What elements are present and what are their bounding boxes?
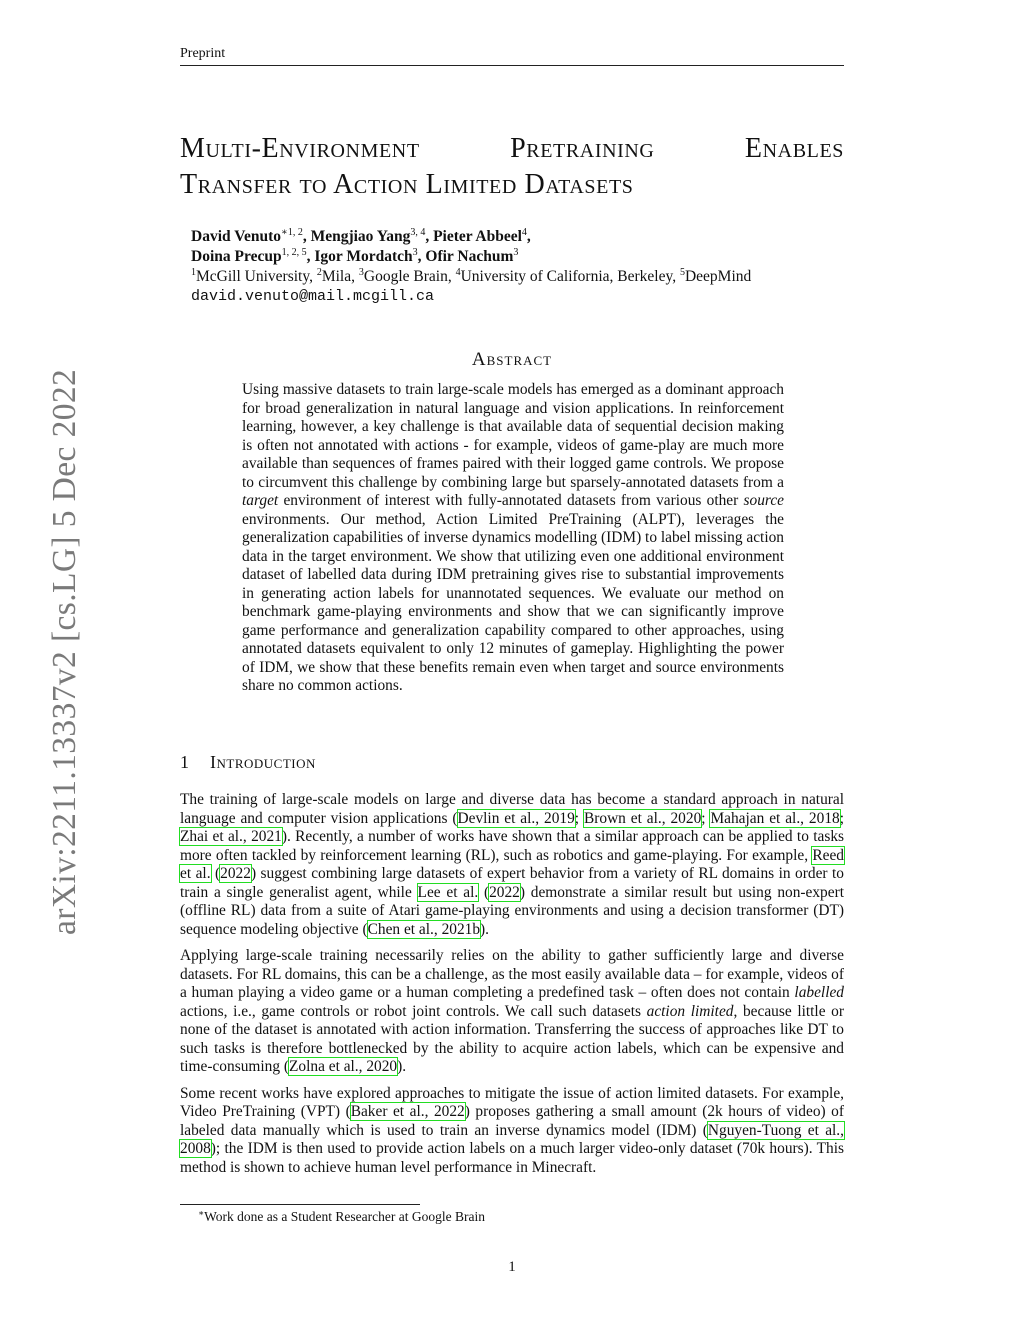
affiliation: Mila	[321, 268, 352, 285]
page-number: 1	[508, 1259, 516, 1275]
affiliation: DeepMind	[684, 268, 752, 285]
author-email[interactable]: david.venuto@mail.mcgill.ca	[191, 288, 435, 305]
citation-link[interactable]: Chen et al., 2021b	[367, 920, 481, 938]
intro-paragraph-2	[180, 947, 844, 1077]
citation-link[interactable]: Reed et al.	[180, 846, 844, 882]
citation-link[interactable]: Brown et al., 2020	[583, 809, 702, 827]
intro-paragraph-3	[180, 1085, 844, 1178]
footnote	[198, 1208, 838, 1225]
section-number: 1	[180, 752, 190, 772]
abstract-emphasis: source	[743, 492, 784, 509]
footnote-text: Work done as a Student Researcher at Google Brain	[204, 1209, 485, 1224]
paragraph-text: ); the IDM is then used to provide action labels on a much larger video-only dataset (70k hours). This method is shown to achieve human level performance in Minecraft.	[180, 1140, 844, 1176]
abstract-body	[242, 381, 784, 696]
paragraph-text: ;	[839, 809, 844, 827]
affiliations: $^1$McGill University, $^2$Mila, $^3$Google Brain, $^4$University of California, Berkeley, $^5$DeepMind	[191, 267, 752, 285]
paragraph-text: ) demonstrate a similar result but using non-expert (offline RL) data from a suite of Atari game-playing environments and using a decision transformer (DT) sequence modeling objective (	[180, 883, 844, 938]
abstract-heading: Abstract	[471, 349, 553, 370]
paragraph-emphasis: action limited	[646, 1002, 734, 1020]
author-name: Mengjiao Yang	[310, 228, 411, 245]
running-head-text: Preprint	[180, 46, 226, 61]
affil-mark: 1	[191, 267, 196, 278]
paragraph-text: ;	[574, 809, 584, 827]
affil-mark: 2	[316, 267, 322, 278]
author-name: David Venuto	[191, 228, 282, 245]
paragraph-text: (	[210, 865, 221, 882]
paragraph-text: ).	[397, 1058, 407, 1075]
paragraph-text: The training of large-scale models on large and diverse data has become a standard approach in natural language and computer vision applications (	[180, 791, 844, 827]
citation-link[interactable]: Lee et al.	[417, 883, 479, 901]
author-affil-mark: 3, 4	[410, 227, 426, 238]
author-affil-mark: 3	[412, 247, 418, 258]
citation-link[interactable]: 2022	[489, 883, 520, 901]
abstract-text: Using massive datasets to train large-scale models has emerged as a dominant approach for broad generalization in natural language and vision applications. In reinforcement learning, however, a key challenge is that available data of sequential decision making is often not annotated with actions - for example, videos of game-play are much more available than sequences of frames paired with their logged game controls. We propose to circumvent this challenge by combining large but sparsely-annotated datasets from a	[242, 381, 784, 491]
author-name: Ofir Nachum	[425, 248, 514, 265]
title-word-3: Enables	[744, 133, 844, 164]
paragraph-text: ) suggest combining large datasets of expert behavior from a variety of RL domains in order to train a single generalist agent, while	[180, 865, 844, 901]
citation-link[interactable]: Baker et al., 2022	[350, 1103, 465, 1120]
paragraph-text: , because little or none of the dataset is annotated with action information. Transferring the success of approaches like DT to such tasks is therefore bottlenecked by the ability to acquire action labels, which can be expensive and time-consuming (	[180, 1002, 844, 1075]
running-header	[180, 46, 844, 66]
abstract-text: environments. Our method, Action Limited PreTraining (ALPT), leverages the generalization capabilities of inverse dynamics modelling (IDM) to label missing action data in the target environment. We show that utilizing even one additional environment dataset of labelled data during IDM pretraining gives rise to substantial improvements in generating action labels for unannotated sequences. We evaluate our method on benchmark game-playing environments and show that we can significantly improve game performance and generalization capability compared to other approaches, using annotated datasets equivalent to only 12 minutes of gameplay. Highlighting the power of IDM, we show that these benefits remain even when target and source environments share no common actions.	[242, 510, 784, 694]
paragraph-text: Some recent works have explored approaches to mitigate the issue of action limited datasets. For example, Video PreTraining (VPT) (	[180, 1084, 844, 1120]
affiliation: Google Brain	[363, 268, 448, 285]
citation-link[interactable]: Zolna et al., 2020	[289, 1058, 398, 1075]
footnote-divider	[180, 1204, 420, 1205]
affiliation: McGill University	[196, 268, 310, 285]
paragraph-text: actions, i.e., game controls or robot joint controls. We call such datasets	[180, 1002, 647, 1020]
author-line-1: David Venuto$^{∗1, 2}$, Mengjiao Yang$^{3, 4}$, Pieter Abbeel$^4$,	[191, 227, 531, 245]
citation-link[interactable]: Nguyen-Tuong et al., 2008	[180, 1121, 844, 1157]
intro-paragraph-1	[180, 791, 844, 939]
author-affil-mark: 4	[521, 227, 527, 238]
section-title: Introduction	[210, 752, 316, 772]
author-line-2: Doina Precup$^{1, 2, 5}$, Igor Mordatch$^3$, Ofir Nachum$^3$	[191, 247, 519, 265]
abstract-text: environment of interest with fully-annotated datasets from various other	[283, 492, 739, 509]
arxiv-identifier-sidebar[interactable]: arXiv:2211.13337v2 [cs.LG] 5 Dec 2022	[46, 368, 83, 935]
author-block	[191, 227, 831, 307]
citation-link[interactable]: Devlin et al., 2019	[457, 809, 575, 827]
paragraph-text: ).	[480, 920, 490, 938]
author-affil-mark: 1, 2, 5	[281, 247, 307, 258]
author-name: Pieter Abbeel	[433, 228, 522, 245]
title-word-1: Multi-Environment	[180, 133, 420, 164]
citation-link[interactable]: Mahajan et al., 2018	[710, 809, 840, 827]
paragraph-text: ) proposes gathering a small amount (2k hours of video) of labeled data manually which is used to train an inverse dynamics model (IDM) (	[180, 1103, 844, 1139]
title-line-2: Transfer to Action Limited Datasets	[180, 169, 634, 200]
paragraph-emphasis: labelled	[794, 984, 844, 1001]
introduction-body	[180, 791, 844, 1185]
footnote-mark: ∗	[198, 1208, 205, 1218]
paper-title	[180, 131, 844, 203]
affil-mark: 4	[455, 267, 461, 278]
author-affil-mark: 3	[513, 247, 519, 258]
affil-mark: 3	[358, 267, 364, 278]
citation-link[interactable]: Zhai et al., 2021	[180, 828, 282, 845]
citation-link[interactable]: 2022	[220, 865, 251, 882]
section-heading-introduction	[180, 752, 316, 773]
author-name: Igor Mordatch	[314, 248, 413, 265]
author-name: Doina Precup	[191, 248, 282, 265]
abstract-emphasis: target	[242, 492, 279, 509]
affiliation: University of California, Berkeley	[460, 268, 673, 285]
paragraph-text: ). Recently, a number of works have shown that a similar approach can be applied to tasks more often tackled by reinforcement learning (RL), such as robotics and game-playing. For example,	[180, 828, 845, 864]
paragraph-text: (	[478, 883, 490, 901]
paragraph-text: ;	[701, 809, 711, 827]
title-line-1	[180, 131, 844, 167]
affil-mark: 5	[679, 267, 685, 278]
title-word-2: Pretraining	[510, 133, 655, 164]
paragraph-text: Applying large-scale training necessarily relies on the ability to gather sufficiently large and diverse datasets. For RL domains, this can be a challenge, as the most easily available data – for example, videos of a human playing a video game or a human completing a predefined task – often does not contain	[180, 947, 844, 1001]
author-affil-mark: ∗1, 2	[281, 227, 303, 238]
